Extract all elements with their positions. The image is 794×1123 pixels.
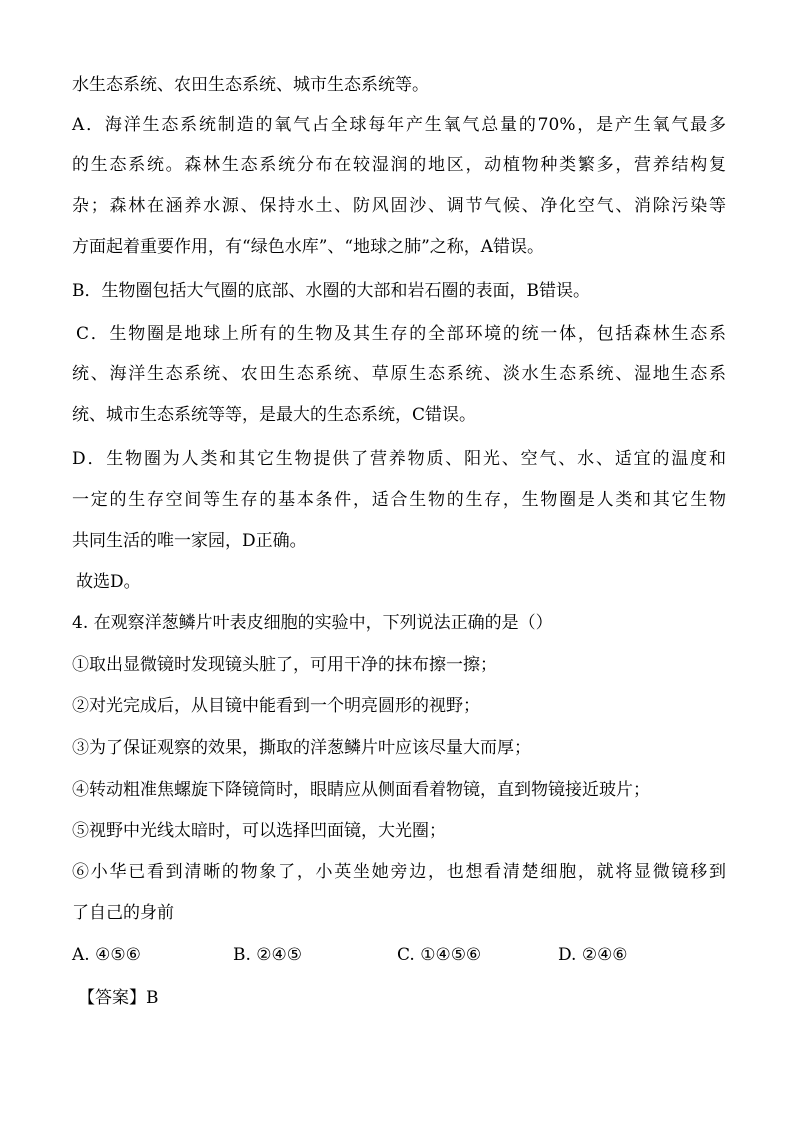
text-line: 的生态系统。森林生态系统分布在较湿润的地区，动植物种类繁多，营养结构复 [72,155,726,175]
statement-3: ③为了保证观察的效果，撕取的洋葱鳞片叶应该尽量大而厚； [72,738,531,758]
option-a: A. ④⑤⑥ [72,945,141,965]
statement-4: ④转动粗准焦螺旋下降镜筒时，眼睛应从侧面看着物镜，直到物镜接近玻片； [72,780,650,800]
text-line: 统、城市生态系统等等，是最大的生态系统，C错误。 [72,405,477,425]
statement-5: ⑤视野中光线太暗时，可以选择凹面镜，大光圈； [72,821,446,841]
statement-6: ⑥小华已看到清晰的物象了，小英坐她旁边，也想看清楚细胞，就将显微镜移到 [72,862,726,882]
option-b: B. ②④⑤ [233,945,303,965]
answer-label: 【答案】B [78,988,159,1008]
statement-6-continued: 了自己的身前 [72,903,174,923]
text-line: 杂；森林在涵养水源、保持水土、防风固沙、调节气候、净化空气、消除污染等 [72,196,726,216]
answer-choice-line: 故选D。 [76,572,141,592]
text-line: 一定的生存空间等生存的基本条件，适合生物的生存，生物圈是人类和其它生物 [72,490,726,510]
text-line: 共同生活的唯一家园，D正确。 [72,531,307,551]
statement-2: ②对光完成后，从目镜中能看到一个明亮圆形的视野； [72,696,480,716]
option-b-explanation-line: B．生物圈包括大气圈的底部、水圈的大部和岩石圈的表面，B错误。 [72,281,590,301]
answer-options [72,944,726,968]
option-c-explanation-line: C．生物圈是地球上所有的生物及其生存的全部环境的统一体，包括森林生态系 [76,324,726,344]
text-line: 方面起着重要作用，有“绿色水库”、“地球之肺”之称，A错误。 [72,237,545,257]
text-line: 统、海洋生态系统、农田生态系统、草原生态系统、淡水生态系统、湿地生态系 [72,364,726,384]
question-4-stem: 4. 在观察洋葱鳞片叶表皮细胞的实验中，下列说法正确的是（） [72,613,553,633]
option-a-explanation-line: A．海洋生态系统制造的氧气占全球每年产生氧气总量的70%，是产生氧气最多 [72,115,726,135]
option-d-explanation-line: D．生物圈为人类和其它生物提供了营养物质、阳光、空气、水、适宜的温度和 [72,449,726,469]
option-c: C. ①④⑤⑥ [397,945,482,965]
text-line: 水生态系统、农田生态系统、城市生态系统等。 [72,75,429,95]
statement-1: ①取出显微镜时发现镜头脏了，可用干净的抹布擦一擦； [72,655,497,675]
option-d: D. ②④⑥ [558,945,628,965]
